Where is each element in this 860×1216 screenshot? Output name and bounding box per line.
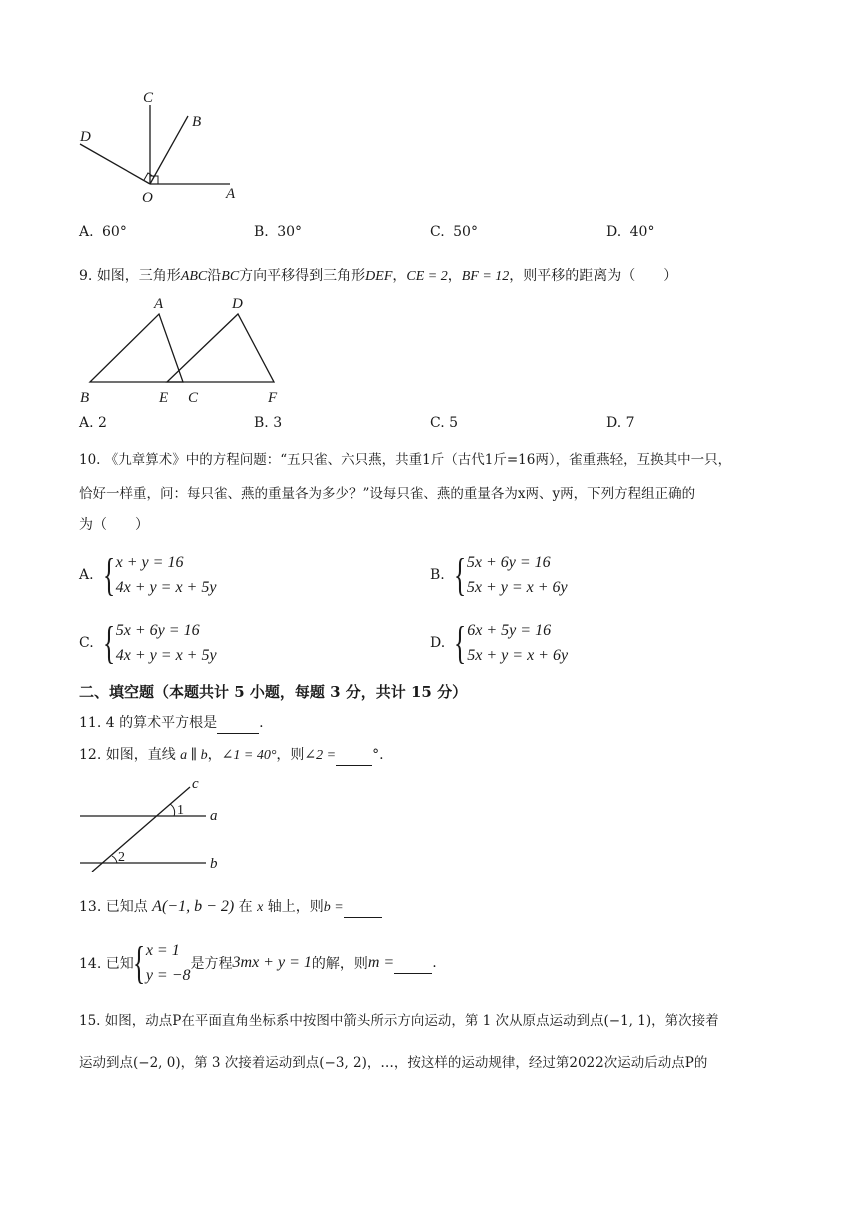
equation-1: x = 1 [145,942,180,959]
q13-text-b: 在 [238,899,253,915]
q10-line-3: 为（ ） [79,517,149,533]
q9-translation-figure [70,290,300,410]
option-letter: A. [79,415,94,431]
q8-label-D: D [80,129,91,145]
q9-text-b: 沿 [207,268,222,284]
brace-icon: { [102,617,115,668]
option-letter: C. [430,415,445,431]
q12-label-2: 2 [118,850,125,865]
option-value: 2 [98,415,107,431]
q8-option-c [430,224,478,240]
option-value: 3 [273,415,283,431]
equation-2: 4x + y = x + 5y [115,579,217,596]
equation-2: 5x + y = x + 6y [466,579,568,596]
q14-text-a: 14. 已知 [79,956,134,972]
q10-option-c [79,618,217,668]
q10-line-2: 恰好一样重，问：每只雀、燕的重量各为多少？”设每只雀、燕的重量各为x两、y两，下列方程组正确的 [79,486,696,502]
section-title: 二、填空题（本题共计 5 小题，每题 3 分，共计 15 分） [79,683,468,701]
q9-label-E: E [159,390,169,406]
q13-x: x [257,900,264,915]
option-value: 40° [629,224,655,240]
equation-2: y = −8 [145,967,191,984]
option-letter: D. [606,415,622,431]
option-letter: B. [254,224,269,240]
brace-icon: { [132,937,145,988]
q12-label-a: a [210,808,218,824]
answer-blank[interactable] [344,897,382,918]
brace-icon: { [453,549,466,600]
option-letter: B. [430,567,445,583]
q12-text-b: ，则 [276,747,305,763]
option-value: 30° [277,224,303,240]
question-number: 9. [79,268,93,284]
q15-line-2: 运动到点(−2, 0)，第 3 次接着运动到点(−3, 2)，…，按这样的运动规律，经过第2022次运动后动点P的 [79,1055,708,1071]
option-letter: D. [430,635,446,651]
q8-label-C: C [143,90,154,106]
q12-angle-2: ∠2 = [304,748,337,763]
option-letter: C. [79,635,94,651]
q13-question [79,897,382,918]
q13-point: A(−1, b − 2) [152,898,235,915]
answer-blank[interactable] [217,713,259,734]
q9-bc: BC [221,269,240,284]
option-letter: D. [606,224,622,240]
q12-end: °. [372,747,384,763]
q8-option-a [79,224,127,240]
q11-end: . [259,715,264,731]
q12-angle-1: ∠1 = 40° [221,748,277,763]
equation-1: 6x + 5y = 16 [467,622,552,639]
q12-label-1: 1 [177,803,184,818]
equation-1: 5x + 6y = 16 [115,622,200,639]
q8-angle-figure [70,80,250,210]
q12-parallel: a ∥ b [180,748,208,763]
equation-2: 4x + y = x + 5y [115,647,217,664]
q14-equation: 3mx + y = 1 [232,954,312,971]
q9-text-c: 方向平移得到三角形 [239,268,366,284]
q9-label-C: C [188,390,199,406]
q11-question [79,713,264,734]
q13-b: b = [323,900,344,915]
q14-text-c: 的解，则 [311,956,368,972]
answer-blank[interactable] [336,745,372,766]
q14-question [79,938,437,988]
option-value: 50° [453,224,478,240]
q10-line-1: 10. 《九章算术》中的方程问题：“五只雀、六只燕，共重1斤（古代1斤=16两），雀重燕轻，互换其中一只， [79,452,732,468]
equation-2: 5x + y = x + 6y [467,647,569,664]
q8-label-B: B [192,114,202,130]
q14-text-b: 是方程 [190,956,233,972]
option-letter: A. [79,567,94,583]
q9-bf: BF = 12 [461,269,510,284]
q13-text-c: 轴上，则 [267,899,324,915]
option-letter: A. [79,224,94,240]
q11-text: 11. 4 的算术平方根是 [79,715,218,731]
q9-label-B: B [80,390,90,406]
q9-text-a: 如图，三角形 [96,268,181,284]
q12-label-c: c [192,776,199,792]
q8-label-A: A [226,186,236,202]
q12-parallel-lines-figure [70,772,230,872]
q9-label-F: F [268,390,278,406]
q9-text-d: ，则平移的距离为（ ） [509,268,678,284]
brace-icon: { [454,617,467,668]
q9-option-c [430,415,458,431]
q10-option-a [79,550,216,600]
q9-label-A: A [154,296,164,312]
q12-text-a: 12. 如图，直线 [79,747,176,763]
q12-question: 12. 如图，直线 a ∥ b，∠1 = 40°，则∠2 = °. [79,745,384,766]
brace-icon: { [102,549,115,600]
q8-label-O: O [142,190,153,206]
option-letter: C. [430,224,445,240]
q8-option-d [606,224,654,240]
q9-option-b [254,415,282,431]
option-value: 7 [625,415,635,431]
option-letter: B. [254,415,269,431]
q9-ce: CE = 2 [406,269,448,284]
q10-option-d [430,618,568,668]
q9-option-a [79,415,107,431]
equation-1: x + y = 16 [115,554,184,571]
q9-option-d [606,415,635,431]
q8-option-b [254,224,302,240]
option-value: 60° [102,224,127,240]
q12-label-b: b [210,856,218,872]
answer-blank[interactable] [394,957,432,974]
q14-end: . [432,955,437,971]
q9-question: 9. 如图，三角形ABC沿BC方向平移得到三角形DEF，CE = 2，BF = 12，则平移的距离为（ ） [79,268,678,284]
option-value: 5 [449,415,459,431]
q9-label-D: D [232,296,243,312]
equation-1: 5x + 6y = 16 [466,554,551,571]
q9-abc: ABC [180,269,208,284]
q13-text-a: 13. 已知点 [79,899,148,915]
q15-line-1: 15. 如图，动点P在平面直角坐标系中按图中箭头所示方向运动，第 1 次从原点运动到点(−1, 1)，第次接着 [79,1013,719,1029]
q9-def: DEF [365,269,393,284]
q10-option-b [430,550,568,600]
q14-m: m = [367,954,395,971]
